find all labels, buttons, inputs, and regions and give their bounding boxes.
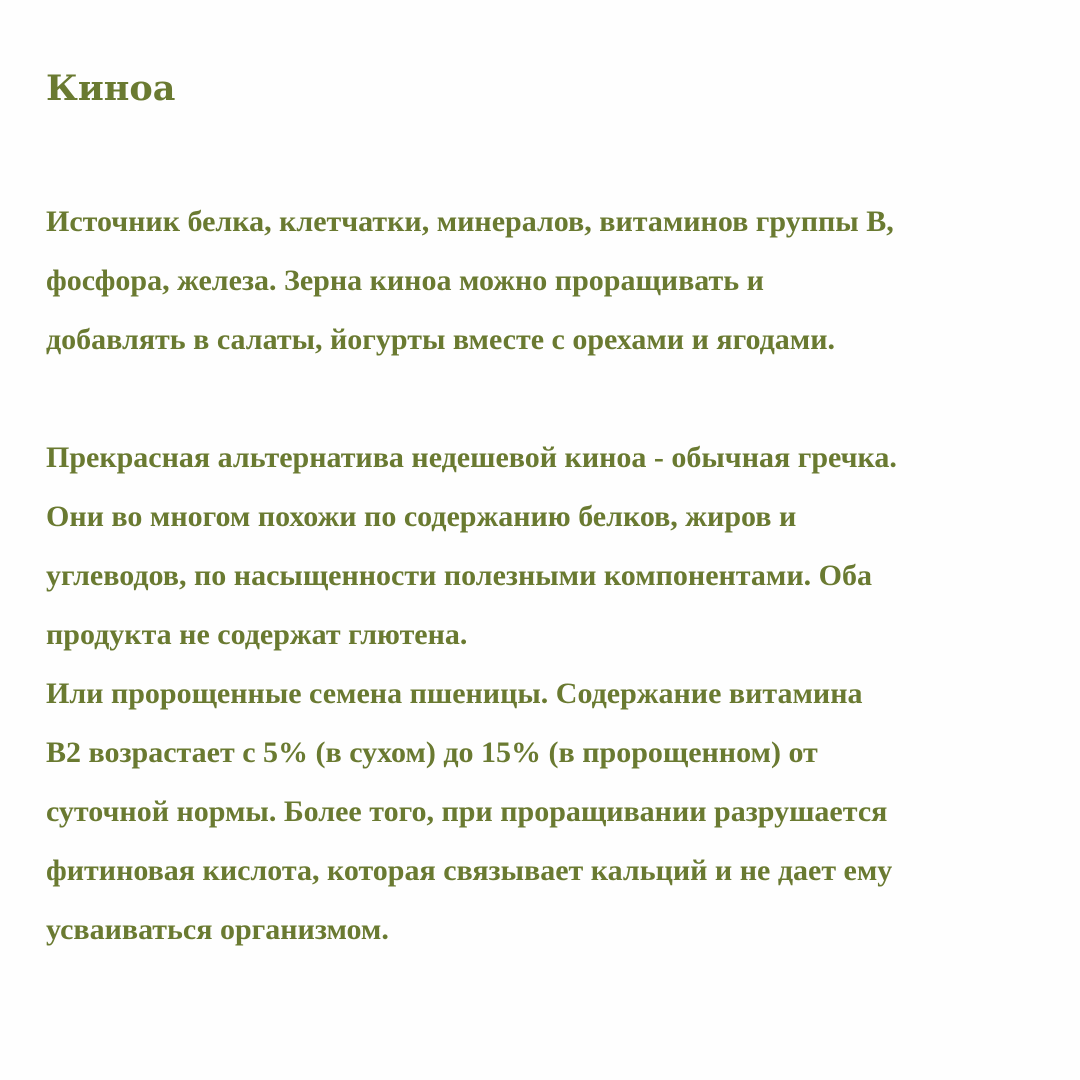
text-line: суточной нормы. Более того, при проращивании разрушается (46, 795, 888, 828)
text-line: углеводов, по насыщенности полезными компонентами. Оба (46, 559, 872, 592)
text-line: Источник белка, клетчатки, минералов, витаминов группы В, (46, 205, 894, 238)
text-line: Или пророщенные семена пшеницы. Содержание витамина (46, 677, 863, 710)
text-line: Они во многом похожи по содержанию белков, жиров и (46, 500, 797, 533)
text-line: усваиваться организмом. (46, 913, 389, 946)
text-line: добавлять в салаты, йогурты вместе с орехами и ягодами. (46, 323, 835, 356)
text-line: Прекрасная альтернатива недешевой киноа - обычная гречка. (46, 441, 897, 474)
text-line: фитиновая кислота, которая связывает кальций и не дает ему (46, 854, 893, 887)
page-title: Киноа (46, 68, 176, 109)
text-line: В2 возрастает с 5% (в сухом) до 15% (в пророщенном) от (46, 736, 818, 769)
text-line: фосфора, железа. Зерна киноа можно проращивать и (46, 264, 764, 297)
text-line: продукта не содержат глютена. (46, 618, 468, 651)
